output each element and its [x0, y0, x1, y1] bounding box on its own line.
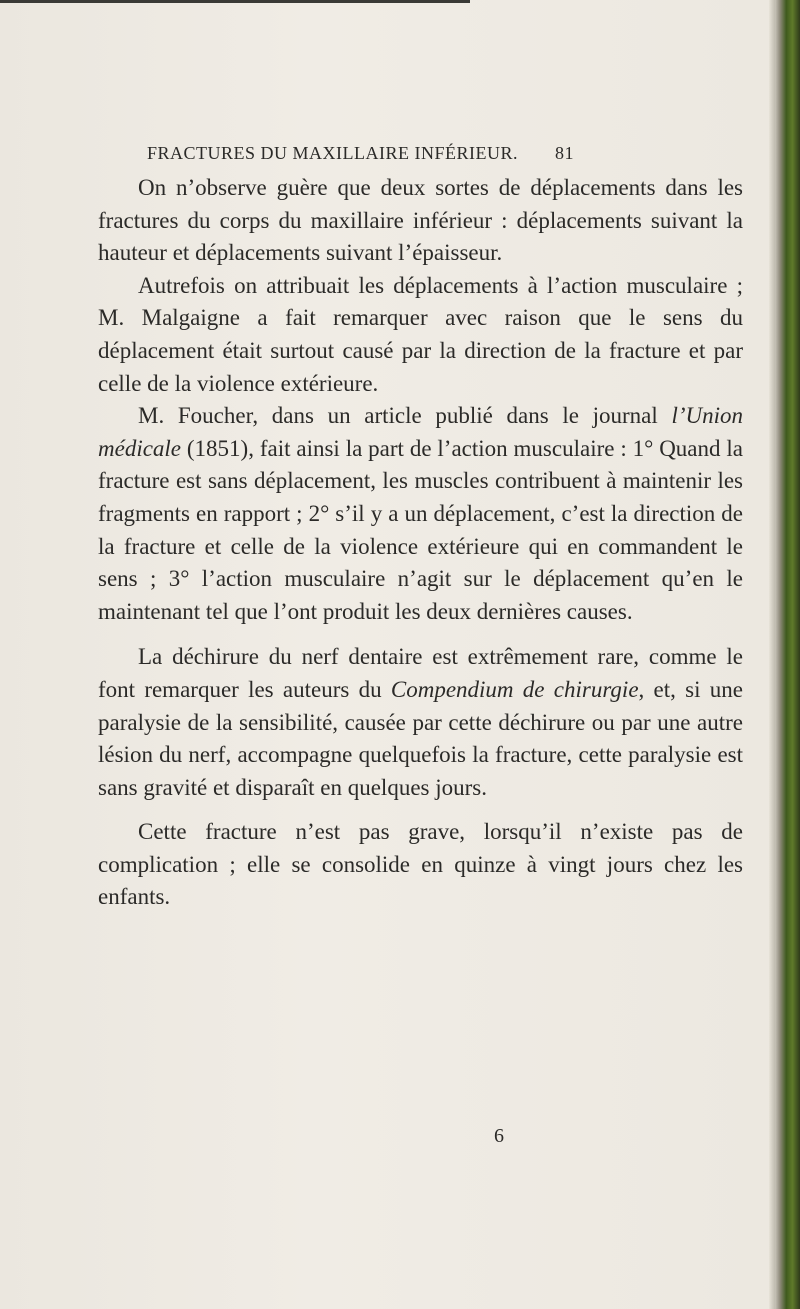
- paragraph-malgaigne: [98, 270, 743, 400]
- page-number: 81: [555, 143, 574, 163]
- text-segment: (1851), fait ainsi la part de l’action musculaire : 1° Quand la fracture est sans déplacement, les muscles contribuent à maintenir les fragments en rapport ; 2° s’il y a un déplacement, c’est la direction de la fracture et celle de la violence extérieure qui en commandent le sens ; 3° l’action musculaire n’agit sur le déplacement qu’en le maintenant tel que l’ont produit les deux dernières causes.: [98, 435, 743, 624]
- signature-mark: 6: [494, 1125, 504, 1147]
- running-title: FRACTURES DU MAXILLAIRE INFÉRIEUR.: [147, 143, 519, 163]
- text-segment: Autrefois on attribuait les déplacements à l’action musculaire ; M. Malgaigne a fait remarquer avec raison que le sens du déplacement était surtout causé par la direction de la fracture et par celle de la violence extérieure.: [98, 272, 743, 396]
- paragraph-prognosis: [98, 816, 743, 914]
- book-binding: [775, 0, 800, 1309]
- text-segment: Cette fracture n’est pas grave, lorsqu’il n’existe pas de complication ; elle se consolide en quinze à vingt jours chez les enfants.: [98, 819, 743, 910]
- paragraph-displacements: [98, 172, 743, 270]
- page-header: [147, 143, 747, 171]
- paragraph-foucher: [98, 400, 743, 628]
- text-segment: M. Foucher, dans un article publié dans le journal: [138, 403, 672, 429]
- text-segment: , et, si une paralysie de la sensibilité, causée par cette déchirure ou par une autre lésion du nerf, accompagne quelquefois la fracture, cette paralysie est sans gravité et disparaît en quelques jours.: [98, 676, 743, 800]
- body-text: [98, 172, 743, 914]
- text-segment: On n’observe guère que deux sortes de déplacements dans les fractures du corps du maxillaire inférieur : déplacements suivant la hauteur et déplacements suivant l’épaisseur.: [98, 175, 743, 266]
- paragraph-nerve: [98, 641, 743, 804]
- italic-title: Compendium de chirurgie: [390, 676, 639, 702]
- top-edge-rule: [0, 0, 470, 3]
- italic-title: l’Union médicale: [98, 403, 743, 461]
- text-segment: La déchirure du nerf dentaire est extrêmement rare, comme le font remarquer les auteurs du: [98, 644, 743, 702]
